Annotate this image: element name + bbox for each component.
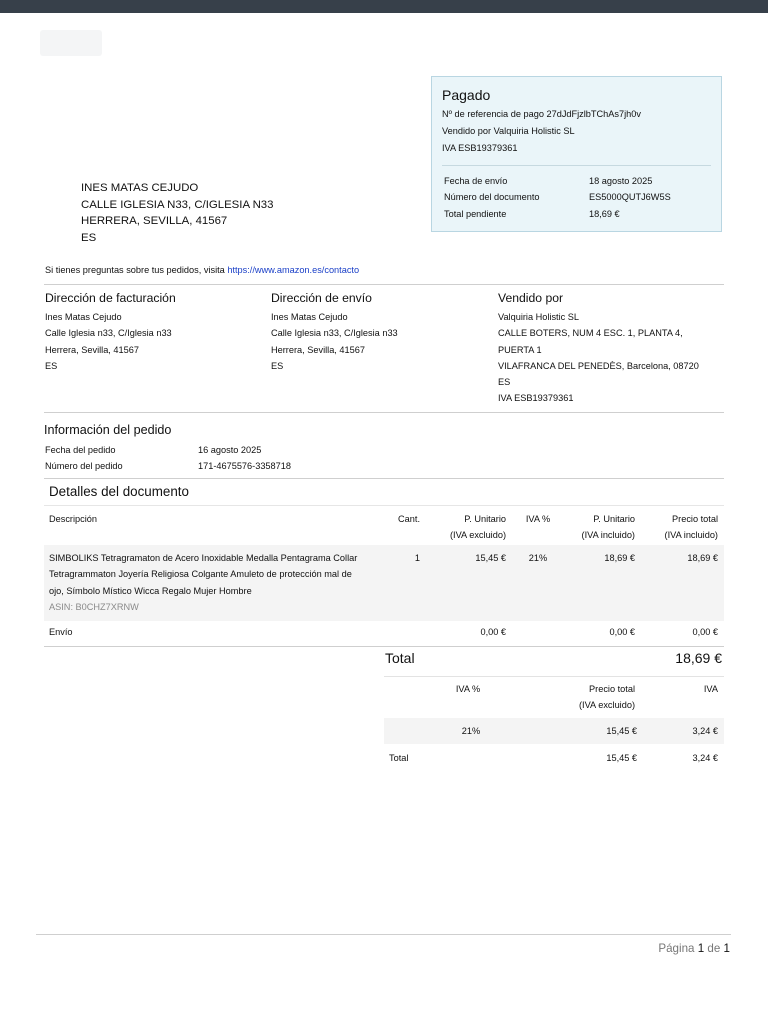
order-date-label: Fecha del pedido xyxy=(45,445,116,455)
order-number: 171-4675576-3358718 xyxy=(198,461,291,471)
doc-number: ES5000QUTJ6W5S xyxy=(589,192,671,202)
order-date: 16 agosto 2025 xyxy=(198,445,262,455)
ship-date-label: Fecha de envío xyxy=(444,176,508,186)
contact-link[interactable]: https://www.amazon.es/contacto xyxy=(227,265,360,275)
shipping-line: Herrera, Sevilla, 41567 xyxy=(271,344,365,355)
item-total-inc: 18,69 € xyxy=(687,553,718,563)
vat-row-vat: 3,24 € xyxy=(692,726,718,736)
billing-line: Calle Iglesia n33, C/Iglesia n33 xyxy=(45,328,172,339)
seller-line: Valquiria Holistic SL xyxy=(498,312,580,322)
shipping-unit-inc: 0,00 € xyxy=(609,627,635,637)
shipping-address xyxy=(271,290,398,374)
billing-title: Dirección de facturación xyxy=(45,291,176,305)
col-total-inc-line: (IVA incluido) xyxy=(664,530,718,541)
total-label: Total xyxy=(385,650,415,666)
divider xyxy=(44,478,724,479)
payment-vat: IVA ESB19379361 xyxy=(442,143,518,153)
payment-divider xyxy=(442,165,711,166)
seller-line: ES xyxy=(498,377,511,388)
col-unit-inc-line: P. Unitario xyxy=(593,514,635,524)
col-unit-ex xyxy=(420,511,506,544)
of-word: de xyxy=(707,942,721,955)
payment-reference: Nº de referencia de pago 27dJdFjzlbTChAs7jh0v xyxy=(442,109,641,119)
recipient-line: INES MATAS CEJUDO xyxy=(81,182,199,194)
col-total-inc-line: Precio total xyxy=(672,514,718,524)
billing-line: ES xyxy=(45,360,58,371)
billing-line: Herrera, Sevilla, 41567 xyxy=(45,344,139,355)
shipping-line: Ines Matas Cejudo xyxy=(271,312,348,322)
logo-placeholder xyxy=(40,30,102,56)
page-indicator xyxy=(658,942,730,955)
recipient-line: HERRERA, SEVILLA, 41567 xyxy=(81,215,228,228)
col-qty: Cant. xyxy=(398,514,420,524)
item-description-line: SIMBOLIKS Tetragramaton de Acero Inoxidable Medalla Pentagrama Collar xyxy=(49,553,358,563)
shipping-unit-ex: 0,00 € xyxy=(480,627,506,637)
shipping-title: Dirección de envío xyxy=(271,291,372,305)
seller-title: Vendido por xyxy=(498,291,564,305)
divider xyxy=(44,646,724,647)
order-info-title: Información del pedido xyxy=(44,423,172,437)
footer-divider xyxy=(36,934,731,935)
recipient-address xyxy=(81,180,273,247)
vat-row-total-ex: 15,45 € xyxy=(606,726,637,736)
payment-seller: Vendido por Valquiria Holistic SL xyxy=(442,126,575,136)
divider xyxy=(44,505,724,506)
shipping-line: Calle Iglesia n33, C/Iglesia n33 xyxy=(271,328,398,339)
pending-amount: 18,69 € xyxy=(589,209,620,219)
payment-status-box xyxy=(431,76,722,232)
col-unit-ex-line: P. Unitario xyxy=(464,514,506,524)
divider xyxy=(384,676,724,677)
item-unit-inc: 18,69 € xyxy=(604,553,635,563)
page-number: 1 xyxy=(697,942,705,955)
vat-row-pct: 21% xyxy=(461,726,481,736)
contact-text: Si tienes preguntas sobre tus pedidos, visita xyxy=(45,265,228,275)
item-vat-pct: 21% xyxy=(528,553,548,563)
vat-total-label: Total xyxy=(389,753,409,763)
seller-line: VILAFRANCA DEL PENEDÈS, Barcelona, 08720 xyxy=(498,360,699,371)
order-number-label: Número del pedido xyxy=(45,461,123,471)
billing-address xyxy=(45,290,176,374)
item-description xyxy=(49,550,384,615)
vat-col-total-ex-line: (IVA excluido) xyxy=(579,700,635,711)
item-description-line: ojo, Símbolo Místico Wicca Regalo Mujer Hombre xyxy=(49,585,252,596)
col-unit-inc xyxy=(552,511,635,544)
vat-total-ex: 15,45 € xyxy=(606,753,637,763)
col-vat-pct: IVA % xyxy=(525,514,551,524)
vat-col-total-ex xyxy=(552,681,635,714)
total-value: 18,69 € xyxy=(675,650,722,666)
top-bar xyxy=(0,0,768,13)
payment-status: Pagado xyxy=(442,87,491,103)
recipient-line: ES xyxy=(81,232,97,245)
details-title: Detalles del documento xyxy=(49,484,189,499)
vat-col-total-ex-line: Precio total xyxy=(589,684,635,694)
shipping-row-label: Envío xyxy=(49,627,73,637)
divider xyxy=(44,284,724,285)
item-qty: 1 xyxy=(414,553,420,563)
seller-address xyxy=(498,290,699,407)
item-description-line: Tetragrammaton Joyería Religiosa Colgante Amuleto de protección mal de xyxy=(49,569,352,580)
billing-line: Ines Matas Cejudo xyxy=(45,312,122,322)
page-word: Página xyxy=(658,942,695,955)
seller-line: IVA ESB19379361 xyxy=(498,393,574,404)
vat-col-pct: IVA % xyxy=(455,684,481,694)
shipping-line: ES xyxy=(271,360,284,371)
col-description: Descripción xyxy=(49,514,97,524)
seller-line: PUERTA 1 xyxy=(498,344,542,355)
vat-col-vat: IVA xyxy=(703,684,718,694)
item-unit-ex: 15,45 € xyxy=(475,553,506,563)
col-unit-inc-line: (IVA incluido) xyxy=(581,530,635,541)
divider xyxy=(44,412,724,413)
doc-number-label: Número del documento xyxy=(444,192,540,202)
col-total-inc xyxy=(640,511,718,544)
seller-line: CALLE BOTERS, NUM 4 ESC. 1, PLANTA 4, xyxy=(498,328,683,339)
ship-date: 18 agosto 2025 xyxy=(589,176,653,186)
col-unit-ex-line: (IVA excluido) xyxy=(450,530,506,541)
shipping-total-inc: 0,00 € xyxy=(692,627,718,637)
vat-total-vat: 3,24 € xyxy=(692,753,718,763)
item-asin: ASIN: B0CHZ7XRNW xyxy=(49,601,139,612)
page-count: 1 xyxy=(723,942,730,955)
contact-note xyxy=(45,265,359,275)
pending-label: Total pendiente xyxy=(444,209,507,219)
recipient-line: CALLE IGLESIA N33, C/IGLESIA N33 xyxy=(81,198,274,211)
